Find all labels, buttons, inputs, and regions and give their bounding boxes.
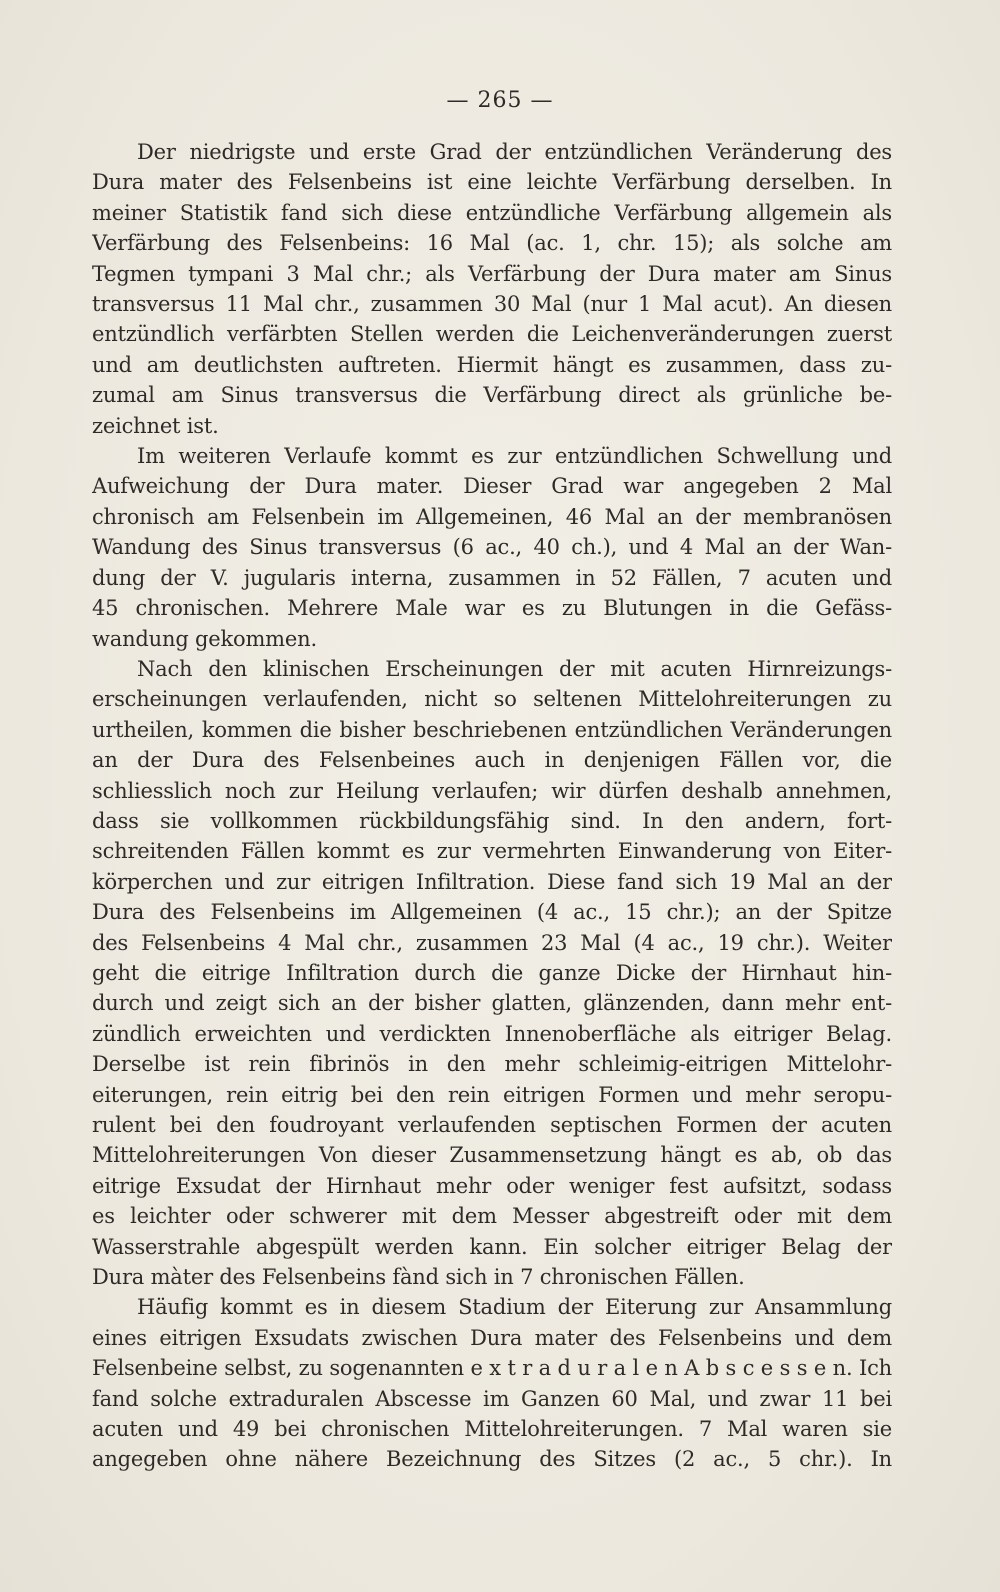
text-line: Dura mater des Felsenbeins ist eine leichte Verfärbung derselben. In: [92, 170, 892, 195]
text-line: entzündlich verfärbten Stellen werden die Leichenveränderungen zuerst: [92, 322, 892, 347]
text-line: Aufweichung der Dura mater. Dieser Grad war angegeben 2 Mal: [92, 474, 892, 499]
paragraph-3: [92, 654, 892, 1293]
text-line: zündlich erweichten und verdickten Innenoberfläche als eitriger Belag.: [92, 1021, 892, 1046]
text-line: wandung gekommen.: [92, 626, 317, 651]
text-line: fand solche extraduralen Abscesse im Ganzen 60 Mal, und zwar 11 bei: [92, 1386, 892, 1411]
paragraph-1: [92, 137, 892, 441]
text-line: acuten und 49 bei chronischen Mittelohreiterungen. 7 Mal waren sie: [92, 1417, 892, 1442]
text-line: und am deutlichsten auftreten. Hiermit hängt es zusammen, dass zu-: [92, 352, 892, 377]
text-line: Felsenbeine selbst, zu sogenannten e x t r a d u r a l e n A b s c e s s e n. Ich: [92, 1356, 892, 1381]
text-line: angegeben ohne nähere Bezeichnung des Sitzes (2 ac., 5 chr.). In: [92, 1447, 892, 1472]
body-text: [92, 137, 892, 1475]
text-line: an der Dura des Felsenbeines auch in denjenigen Fällen vor, die: [92, 748, 892, 773]
text-line: Der niedrigste und erste Grad der entzündlichen Veränderung des: [137, 140, 892, 164]
text-line: transversus 11 Mal chr., zusammen 30 Mal (nur 1 Mal acut). An diesen: [92, 292, 892, 317]
text-line: Dura màter des Felsenbeins fànd sich in 7 chronischen Fällen.: [92, 1265, 745, 1290]
text-line: dass sie vollkommen rückbildungsfähig sind. In den andern, fort-: [92, 808, 892, 833]
text-line: Nach den klinischen Erscheinungen der mit acuten Hirnreizungs-: [137, 656, 892, 681]
text-line: schliesslich noch zur Heilung verlaufen; wir dürfen deshalb annehmen,: [92, 778, 892, 803]
text-line: Wandung des Sinus transversus (6 ac., 40 ch.), und 4 Mal an der Wan-: [92, 535, 892, 560]
text-line: durch und zeigt sich an der bisher glatten, glänzenden, dann mehr ent-: [92, 991, 892, 1016]
paragraph-2: [92, 441, 892, 654]
text-line: körperchen und zur eitrigen Infiltration. Diese fand sich 19 Mal an der: [92, 869, 892, 894]
text-line: Dura des Felsenbeins im Allgemeinen (4 ac., 15 chr.); an der Spitze: [92, 900, 892, 925]
text-line: Im weiteren Verlaufe kommt es zur entzündlichen Schwellung und: [137, 444, 892, 469]
text-line: schreitenden Fällen kommt es zur vermehrten Einwanderung von Eiter-: [92, 839, 892, 864]
text-line: des Felsenbeins 4 Mal chr., zusammen 23 Mal (4 ac., 19 chr.). Weiter: [92, 930, 892, 955]
text-line: es leichter oder schwerer mit dem Messer abgestreift oder mit dem: [92, 1204, 892, 1229]
text-line: Häufig kommt es in diesem Stadium der Eiterung zur Ansammlung: [137, 1295, 892, 1320]
text-line: chronisch am Felsenbein im Allgemeinen, 46 Mal an der membranösen: [92, 504, 892, 529]
text-line: Verfärbung des Felsenbeins: 16 Mal (ac. 1, chr. 15); als solche am: [92, 231, 892, 256]
text-line: Mittelohreiterungen Von dieser Zusammensetzung hängt es ab, ob das: [92, 1143, 892, 1168]
text-line: urtheilen, kommen die bisher beschriebenen entzündlichen Veränderungen: [92, 717, 892, 742]
text-line: rulent bei den foudroyant verlaufenden septischen Formen der acuten: [92, 1113, 892, 1137]
text-line: erscheinungen verlaufenden, nicht so seltenen Mittelohreiterungen zu: [92, 687, 892, 712]
text-line: zumal am Sinus transversus die Verfärbung direct als grünliche be-: [92, 383, 892, 408]
text-line: eiterungen, rein eitrig bei den rein eitrigen Formen und mehr seropu-: [92, 1082, 892, 1107]
text-line: eines eitrigen Exsudats zwischen Dura mater des Felsenbeins und dem: [92, 1325, 892, 1350]
text-line: zeichnet ist.: [92, 413, 219, 438]
text-line: eitrige Exsudat der Hirnhaut mehr oder weniger fest aufsitzt, sodass: [92, 1173, 892, 1198]
paragraph-4: [92, 1292, 892, 1474]
text-line: Tegmen tympani 3 Mal chr.; als Verfärbung der Dura mater am Sinus: [92, 261, 892, 286]
text-line: dung der V. jugularis interna, zusammen in 52 Fällen, 7 acuten und: [92, 565, 892, 590]
text-line: Derselbe ist rein fibrinös in den mehr schleimig-eitrigen Mittelohr-: [92, 1052, 892, 1077]
text-line: Wasserstrahle abgespült werden kann. Ein solcher eitriger Belag der: [92, 1234, 892, 1259]
text-line: 45 chronischen. Mehrere Male war es zu Blutungen in die Gefäss-: [92, 596, 892, 621]
text-line: geht die eitrige Infiltration durch die ganze Dicke der Hirnhaut hin-: [92, 960, 892, 985]
page-number: — 265 —: [446, 88, 554, 113]
text-line: meiner Statistik fand sich diese entzündliche Verfärbung allgemein als: [92, 200, 892, 225]
